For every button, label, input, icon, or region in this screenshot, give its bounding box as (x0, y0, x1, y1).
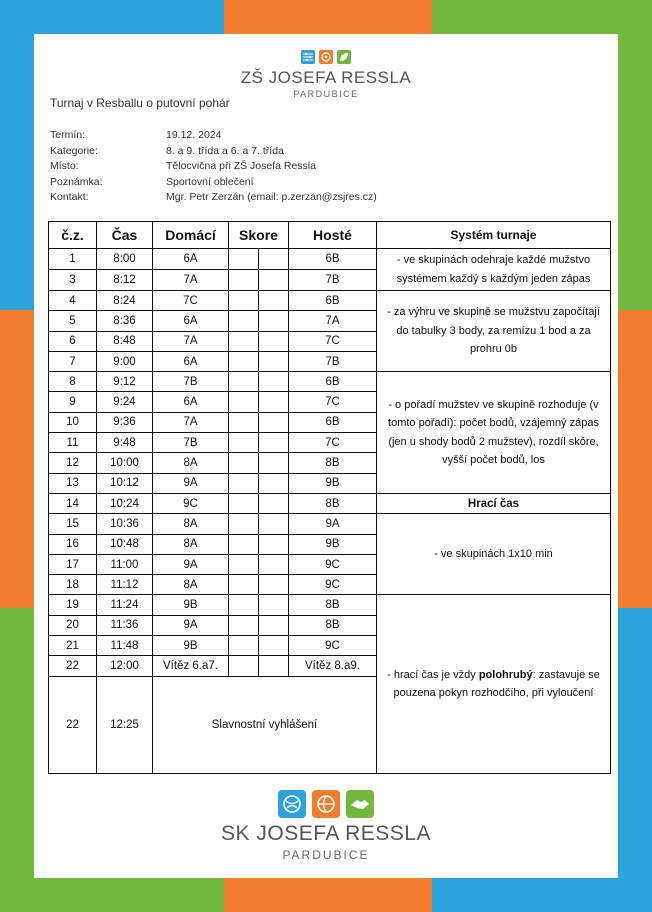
cell-no: 8 (49, 372, 97, 392)
cell-away: 9C (289, 636, 377, 656)
play-time-heading: Hrací čas (377, 493, 611, 513)
cell-score-away (259, 270, 289, 291)
cell-time: 8:24 (97, 291, 153, 311)
school-city: PARDUBICE (293, 89, 359, 99)
header-score: Skore (229, 222, 289, 249)
table-row (49, 249, 611, 270)
page-title: Turnaj v Resballu o putovní pohár (50, 96, 230, 110)
cell-score-home (229, 656, 259, 676)
cell-away: 8B (289, 615, 377, 635)
cell-time: 12:25 (97, 676, 153, 773)
cell-away: 8B (289, 493, 377, 513)
info-key: Termín: (50, 129, 86, 141)
cell-away: 9C (289, 554, 377, 574)
club-name: SK JOSEFA RESSLA (221, 822, 431, 845)
system-note: - ve skupinách 1x10 min (377, 514, 611, 595)
cell-score-home (229, 270, 259, 291)
cell-score-home (229, 351, 259, 371)
cell-score-away (259, 331, 289, 351)
header-system: Systém turnaje (377, 222, 611, 249)
cell-score-home (229, 554, 259, 574)
school-logo (0, 50, 652, 99)
cell-no: 10 (49, 412, 97, 432)
cell-away: Vítěz 8.a9. (289, 656, 377, 676)
cell-home: 7B (153, 372, 229, 392)
cell-score-away (259, 636, 289, 656)
cell-score-home (229, 473, 259, 493)
cell-away: 7B (289, 270, 377, 291)
system-note: - o pořadí mužstev ve skupině rozhoduje (v tomto pořadí): počet bodů, vzájemný zápas (jen u shody bodů 2 mužstev), rozdíl skóre, vyšší počet bodů, los (377, 372, 611, 494)
frame-right-green (618, 0, 652, 310)
system-note-bold: polohrubý (478, 668, 533, 681)
cell-away: 7C (289, 433, 377, 453)
frame-left-orange (0, 310, 34, 608)
cell-no: 5 (49, 311, 97, 331)
cell-score-away (259, 493, 289, 513)
header-away: Hosté (289, 222, 377, 249)
cell-time: 11:00 (97, 554, 153, 574)
cell-time: 10:48 (97, 534, 153, 554)
cell-home: 7A (153, 270, 229, 291)
cell-time: 9:48 (97, 433, 153, 453)
cell-no: 17 (49, 554, 97, 574)
cell-time: 9:00 (97, 351, 153, 371)
cell-time: 12:00 (97, 656, 153, 676)
cell-home: 9A (153, 473, 229, 493)
info-key: Kategorie: (50, 144, 98, 157)
cell-score-away (259, 433, 289, 453)
cell-score-home (229, 433, 259, 453)
cell-no: 7 (49, 351, 97, 371)
cell-time: 11:48 (97, 636, 153, 656)
cell-home: 7C (153, 291, 229, 311)
cell-time: 11:12 (97, 575, 153, 595)
info-value: Mgr. Petr Zerzán (email: p.zerzan@zsjres.cz) (166, 191, 377, 203)
cell-no: 3 (49, 270, 97, 291)
cell-score-away (259, 473, 289, 493)
cell-away: 7B (289, 351, 377, 371)
frame-top-orange (224, 0, 432, 34)
cell-no: 12 (49, 453, 97, 473)
info-key: Kontakt: (50, 191, 89, 203)
cell-score-home (229, 291, 259, 311)
cell-score-away (259, 392, 289, 412)
cell-score-home (229, 514, 259, 534)
cell-no: 11 (49, 433, 97, 453)
cell-time: 8:00 (97, 249, 153, 270)
cell-score-away (259, 554, 289, 574)
cell-score-away (259, 351, 289, 371)
info-row (50, 190, 377, 206)
cell-away: 8B (289, 595, 377, 615)
cell-score-away (259, 291, 289, 311)
palette-icon (319, 50, 333, 64)
cell-score-away (259, 412, 289, 432)
cell-away: 6B (289, 249, 377, 270)
cell-away: 6B (289, 412, 377, 432)
header-time: Čas (97, 222, 153, 249)
cell-score-away (259, 514, 289, 534)
cell-home: 8A (153, 534, 229, 554)
cell-time: 11:36 (97, 615, 153, 635)
schedule-table (48, 221, 611, 774)
frame-bottom-blue (432, 878, 652, 912)
table-row (49, 291, 611, 311)
system-note: - ve skupinách odehraje každé mužstvo systémem každý s každým jeden zápas (377, 249, 611, 291)
abacus-icon (301, 50, 315, 64)
header-home: Domácí (153, 222, 229, 249)
cell-score-away (259, 311, 289, 331)
info-key: Poznámka: (50, 175, 103, 188)
info-row (50, 128, 377, 144)
cell-score-away (259, 249, 289, 270)
cell-away: 6B (289, 372, 377, 392)
club-logo (0, 790, 652, 862)
cell-away: 9A (289, 514, 377, 534)
table-row (49, 372, 611, 392)
cell-score-away (259, 534, 289, 554)
table-row (49, 493, 611, 513)
frame-left-green (0, 608, 34, 912)
cell-home: 9A (153, 615, 229, 635)
table-row (49, 514, 611, 534)
cell-away: 6B (289, 291, 377, 311)
cell-time: 8:48 (97, 331, 153, 351)
cell-score-home (229, 575, 259, 595)
cell-home: 9B (153, 636, 229, 656)
cell-score-away (259, 656, 289, 676)
cell-time: 10:00 (97, 453, 153, 473)
cell-score-away (259, 372, 289, 392)
cell-home: 6A (153, 249, 229, 270)
cell-no: 9 (49, 392, 97, 412)
cell-time: 10:12 (97, 473, 153, 493)
cell-score-home (229, 453, 259, 473)
cell-no: 6 (49, 331, 97, 351)
cell-away: 8B (289, 453, 377, 473)
header-no: č.z. (49, 222, 97, 249)
cell-home: Vítěz 6.a7. (153, 656, 229, 676)
cell-away: 9B (289, 534, 377, 554)
cell-no: 16 (49, 534, 97, 554)
cell-time: 8:12 (97, 270, 153, 291)
info-value: Tělocvična při ZŠ Josefa Ressla (166, 160, 316, 172)
event-info (50, 128, 377, 206)
cell-home: 8A (153, 453, 229, 473)
cell-away: 7C (289, 392, 377, 412)
cell-score-home (229, 636, 259, 656)
ball-icon (312, 790, 340, 818)
cell-time: 10:36 (97, 514, 153, 534)
table-row (49, 595, 611, 615)
frame-right-orange (618, 310, 652, 608)
cell-time: 9:36 (97, 412, 153, 432)
school-name: ZŠ JOSEFA RESSLA (240, 68, 412, 87)
cell-no: 1 (49, 249, 97, 270)
cell-home: 9B (153, 595, 229, 615)
cell-home: 6A (153, 392, 229, 412)
cell-home: 9A (153, 554, 229, 574)
frame-bottom-green (0, 878, 224, 912)
cell-time: 8:36 (97, 311, 153, 331)
cell-away: 7A (289, 311, 377, 331)
cell-score-home (229, 249, 259, 270)
cell-time: 11:24 (97, 595, 153, 615)
cell-home: 9C (153, 493, 229, 513)
cell-score-away (259, 615, 289, 635)
info-value: 8. a 9. třída a 6. a 7. třída (166, 144, 284, 157)
frame-left-blue (0, 0, 34, 310)
system-note (377, 595, 611, 773)
cell-time: 10:24 (97, 493, 153, 513)
cell-no: 19 (49, 595, 97, 615)
cell-home: 7A (153, 412, 229, 432)
cell-no: 20 (49, 615, 97, 635)
cell-time: 9:24 (97, 392, 153, 412)
frame-right-blue (618, 608, 652, 912)
cell-no: 18 (49, 575, 97, 595)
cell-score-home (229, 534, 259, 554)
system-note-text: - hrací čas je vždy (387, 668, 476, 681)
cell-no: 4 (49, 291, 97, 311)
cell-home: 6A (153, 311, 229, 331)
cell-score-home (229, 493, 259, 513)
frame-bottom-orange (224, 878, 432, 912)
cell-score-away (259, 575, 289, 595)
cell-time: 9:12 (97, 372, 153, 392)
cell-home: 6A (153, 351, 229, 371)
volleyball-icon (278, 790, 306, 818)
info-key: Místo: (50, 160, 79, 172)
cell-home: 8A (153, 575, 229, 595)
info-row (50, 144, 377, 160)
cell-score-home (229, 311, 259, 331)
system-note-text: : zastavuje se pouzena pokyn rozhodčího, při vyloučení (393, 668, 600, 700)
cell-score-home (229, 372, 259, 392)
info-value: Sportovní oblečení (166, 175, 254, 188)
cell-away: 9B (289, 473, 377, 493)
cell-score-away (259, 595, 289, 615)
cell-home: 7B (153, 433, 229, 453)
cell-score-home (229, 412, 259, 432)
club-city: PARDUBICE (282, 848, 370, 862)
school-logo-icons (0, 50, 652, 64)
cell-home: 7A (153, 331, 229, 351)
cell-no: 14 (49, 493, 97, 513)
info-row (50, 175, 377, 191)
cell-no: 21 (49, 636, 97, 656)
cell-no: 13 (49, 473, 97, 493)
info-value: 19.12. 2024 (166, 129, 222, 141)
club-logo-icons (0, 790, 652, 818)
table-header-row (49, 222, 611, 249)
cell-away: 7C (289, 331, 377, 351)
cell-no: 15 (49, 514, 97, 534)
cell-score-home (229, 331, 259, 351)
handshake-icon (346, 790, 374, 818)
leaf-icon (337, 50, 351, 64)
cell-score-home (229, 392, 259, 412)
cell-no: 22 (49, 676, 97, 773)
cell-ceremony: Slavnostní vyhlášení (153, 676, 377, 773)
cell-score-home (229, 595, 259, 615)
cell-away: 9C (289, 575, 377, 595)
info-row (50, 159, 377, 175)
cell-no: 22 (49, 656, 97, 676)
cell-score-home (229, 615, 259, 635)
cell-home: 8A (153, 514, 229, 534)
cell-score-away (259, 453, 289, 473)
schedule-body (49, 249, 611, 774)
system-note: - za výhru ve skupině se mužstvu započítají do tabulky 3 body, za remízu 1 bod a za prohru 0b (377, 291, 611, 372)
